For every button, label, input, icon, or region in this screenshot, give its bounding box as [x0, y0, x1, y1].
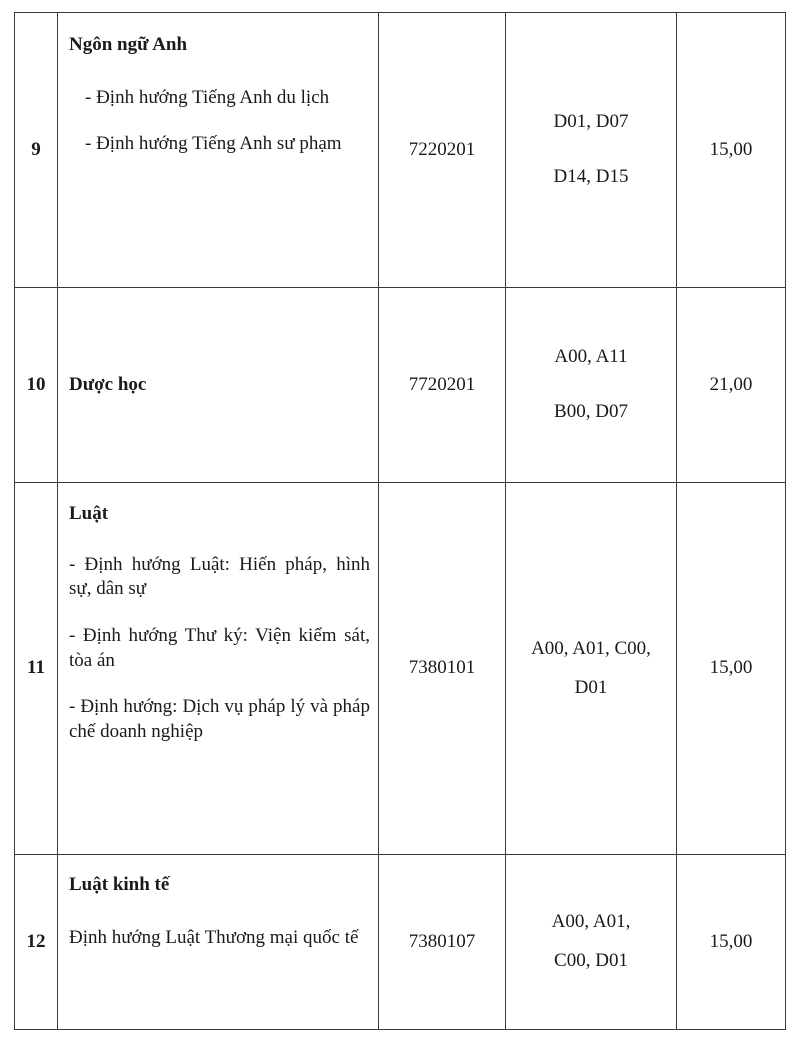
table-row: [15, 288, 786, 483]
major-track: Định hướng Luật Thương mại quốc tế: [69, 926, 359, 948]
major-title: Ngôn ngữ Anh: [69, 34, 188, 55]
combo-line: D14, D15: [553, 166, 629, 187]
major-code: 7720201: [379, 288, 506, 483]
combo-line: C00, D01: [554, 950, 628, 971]
combo-line: D01: [574, 676, 608, 698]
major-cell: [58, 483, 379, 855]
major-cell: [58, 855, 379, 1030]
cutoff-score: 21,00: [677, 288, 786, 483]
row-number: 11: [15, 483, 58, 855]
combo-line: A00, A11: [554, 346, 628, 368]
subject-combos: [506, 483, 677, 855]
cutoff-score: 15,00: [677, 13, 786, 288]
table-row: [15, 483, 786, 855]
major-title: Luật: [69, 503, 109, 524]
subject-combos: [506, 13, 677, 288]
major-cell: [58, 288, 379, 483]
table-row: [15, 855, 786, 1030]
cutoff-score: 15,00: [677, 855, 786, 1030]
major-track: - Định hướng Luật: Hiến pháp, hình sự, dân sự: [69, 553, 370, 600]
cutoff-score: 15,00: [677, 483, 786, 855]
major-code: 7380107: [379, 855, 506, 1030]
major-track: - Định hướng Tiếng Anh du lịch: [85, 86, 330, 108]
major-title: Luật kinh tế: [69, 874, 170, 895]
subject-combos: [506, 855, 677, 1030]
major-code: 7380101: [379, 483, 506, 855]
combo-line: A00, A01, C00,: [531, 637, 651, 659]
major-track: - Định hướng: Dịch vụ pháp lý và pháp chế doanh nghiệp: [69, 696, 370, 743]
major-title: Dược học: [69, 373, 147, 395]
combo-line: D01, D07: [553, 111, 629, 133]
major-track: - Định hướng Thư ký: Viện kiểm sát, tòa án: [69, 625, 370, 671]
admissions-table: [14, 12, 786, 1030]
combo-line: A00, A01,: [551, 911, 631, 933]
table-row: [15, 13, 786, 288]
row-number: 10: [15, 288, 58, 483]
major-track: - Định hướng Tiếng Anh sư phạm: [85, 133, 342, 155]
major-code: 7220201: [379, 13, 506, 288]
major-cell: [58, 13, 379, 288]
row-number: 12: [15, 855, 58, 1030]
combo-line: B00, D07: [554, 401, 628, 422]
row-number: 9: [15, 13, 58, 288]
subject-combos: [506, 288, 677, 483]
